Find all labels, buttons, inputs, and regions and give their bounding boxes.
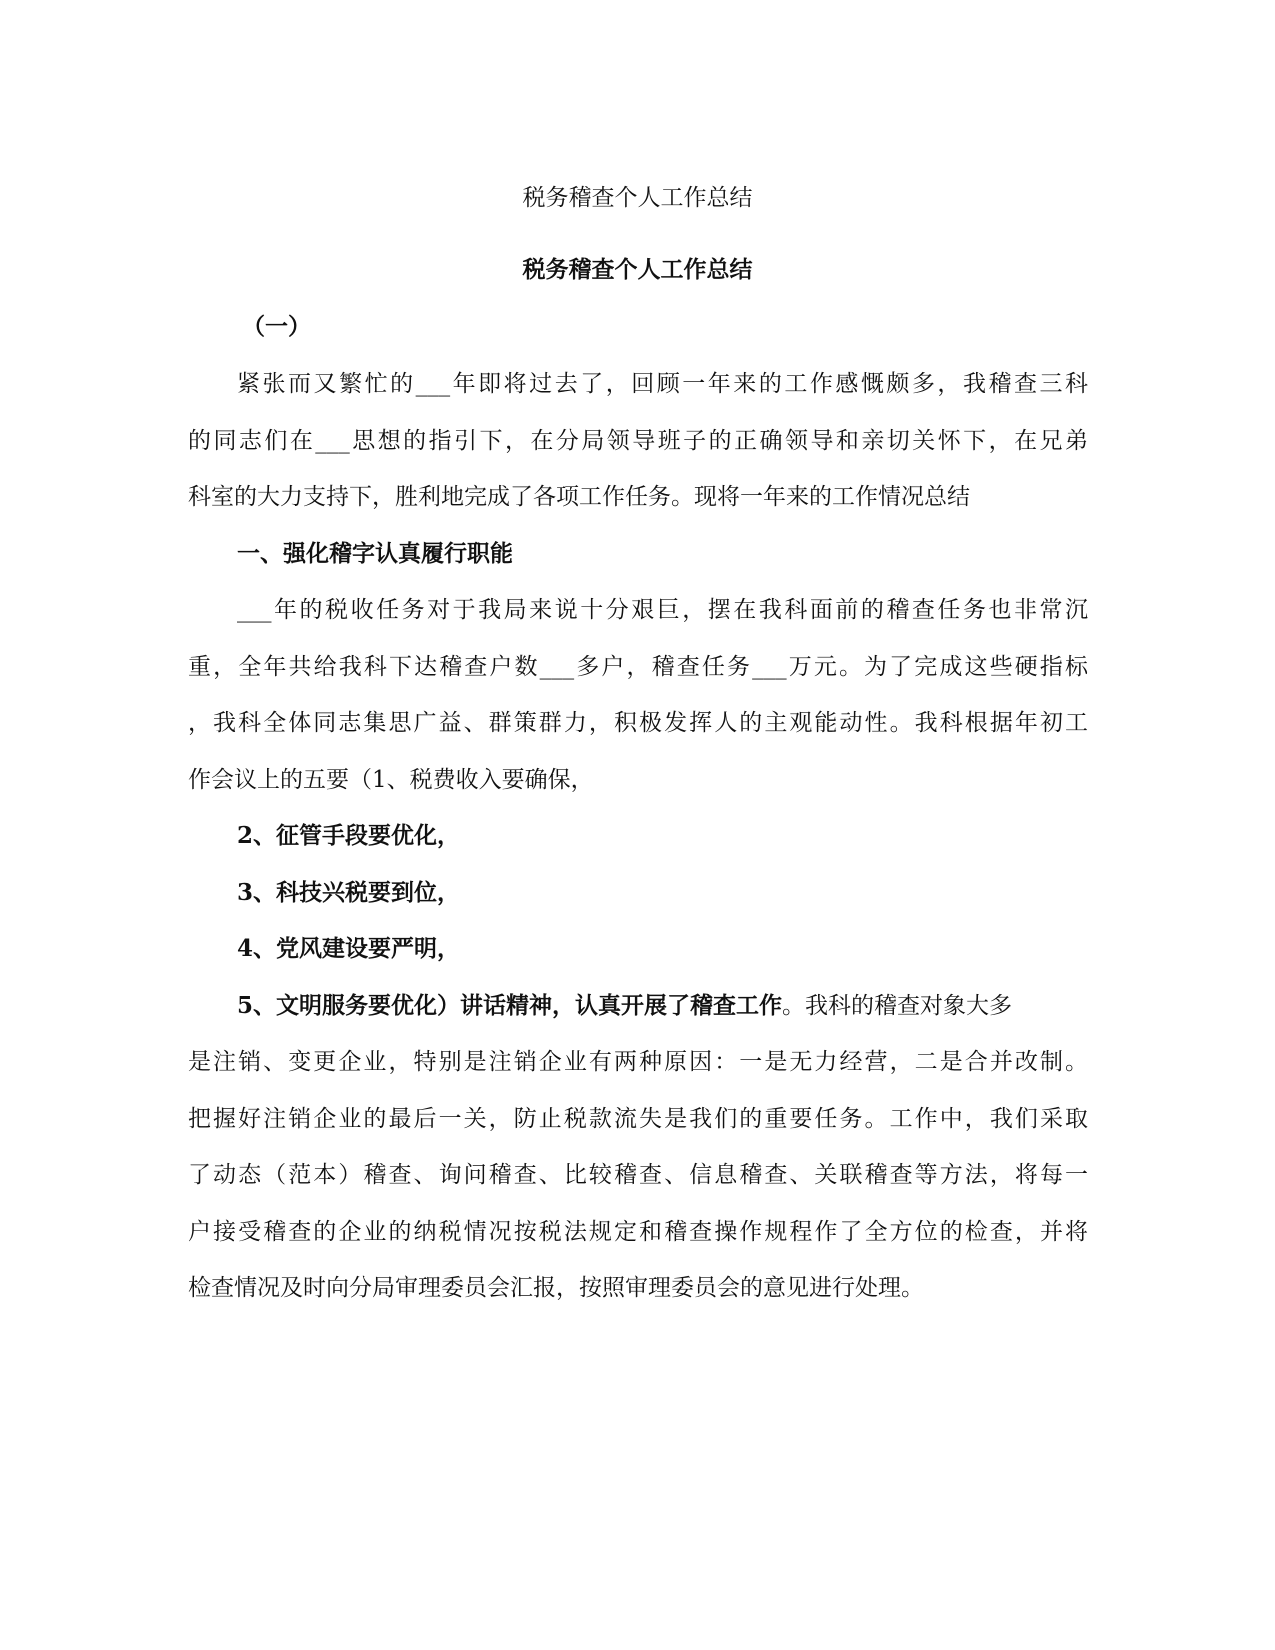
- paragraph-line: 把握好注销企业的最后一关，防止税款流失是我们的重要任务。工作中，我们采取: [188, 1106, 1088, 1132]
- paragraph-line: 了动态（范本）稽查、询问稽查、比较稽查、信息稽查、关联稽查等方法，将每一: [188, 1162, 1088, 1188]
- paragraph-line: ，我科全体同志集思广益、群策群力，积极发挥人的主观能动性。我科根据年初工: [188, 710, 1088, 736]
- paragraph-line: 户接受稽查的企业的纳税情况按税法规定和稽查操作规程作了全方位的检查，并将: [188, 1219, 1088, 1245]
- main-title: 税务稽查个人工作总结: [522, 256, 753, 283]
- section-heading: 一、强化稽字认真履行职能: [237, 540, 513, 567]
- paragraph-line: ___年的税收任务对于我局来说十分艰巨，摆在我科面前的稽查任务也非常沉: [237, 597, 1088, 623]
- list-item-5-line: [237, 991, 1088, 1021]
- list-item-5-rest: 。我科的稽查对象大多: [782, 993, 1013, 1019]
- list-item-4: 4、党风建设要严明，: [237, 935, 461, 962]
- paragraph-line: 是注销、变更企业，特别是注销企业有两种原因：一是无力经营，二是合并改制。: [188, 1049, 1088, 1075]
- paragraph-line: 检查情况及时向分局审理委员会汇报，按照审理委员会的意见进行处理。: [188, 1275, 924, 1301]
- paragraph-line: 作会议上的五要（1、税费收入要确保，: [188, 767, 594, 793]
- paragraph-line: 的同志们在___思想的指引下，在分局领导班子的正确领导和亲切关怀下，在兄弟: [188, 428, 1088, 454]
- paragraph-line: 科室的大力支持下，胜利地完成了各项工作任务。现将一年来的工作情况总结: [188, 484, 970, 510]
- list-item-5-bold: 5、文明服务要优化）讲话精神，认真开展了稽查工作: [237, 992, 783, 1019]
- paragraph-line: 紧张而又繁忙的___年即将过去了，回顾一年来的工作感慨颇多，我稽查三科: [237, 371, 1088, 397]
- paragraph-line: 重，全年共给我科下达稽查户数___多户，稽查任务___万元。为了完成这些硬指标: [188, 654, 1088, 680]
- list-item-2: 2、征管手段要优化，: [237, 822, 461, 849]
- section-number: （一）: [242, 313, 311, 340]
- list-item-3: 3、科技兴税要到位，: [237, 879, 461, 906]
- header-title: 税务稽查个人工作总结: [522, 185, 753, 211]
